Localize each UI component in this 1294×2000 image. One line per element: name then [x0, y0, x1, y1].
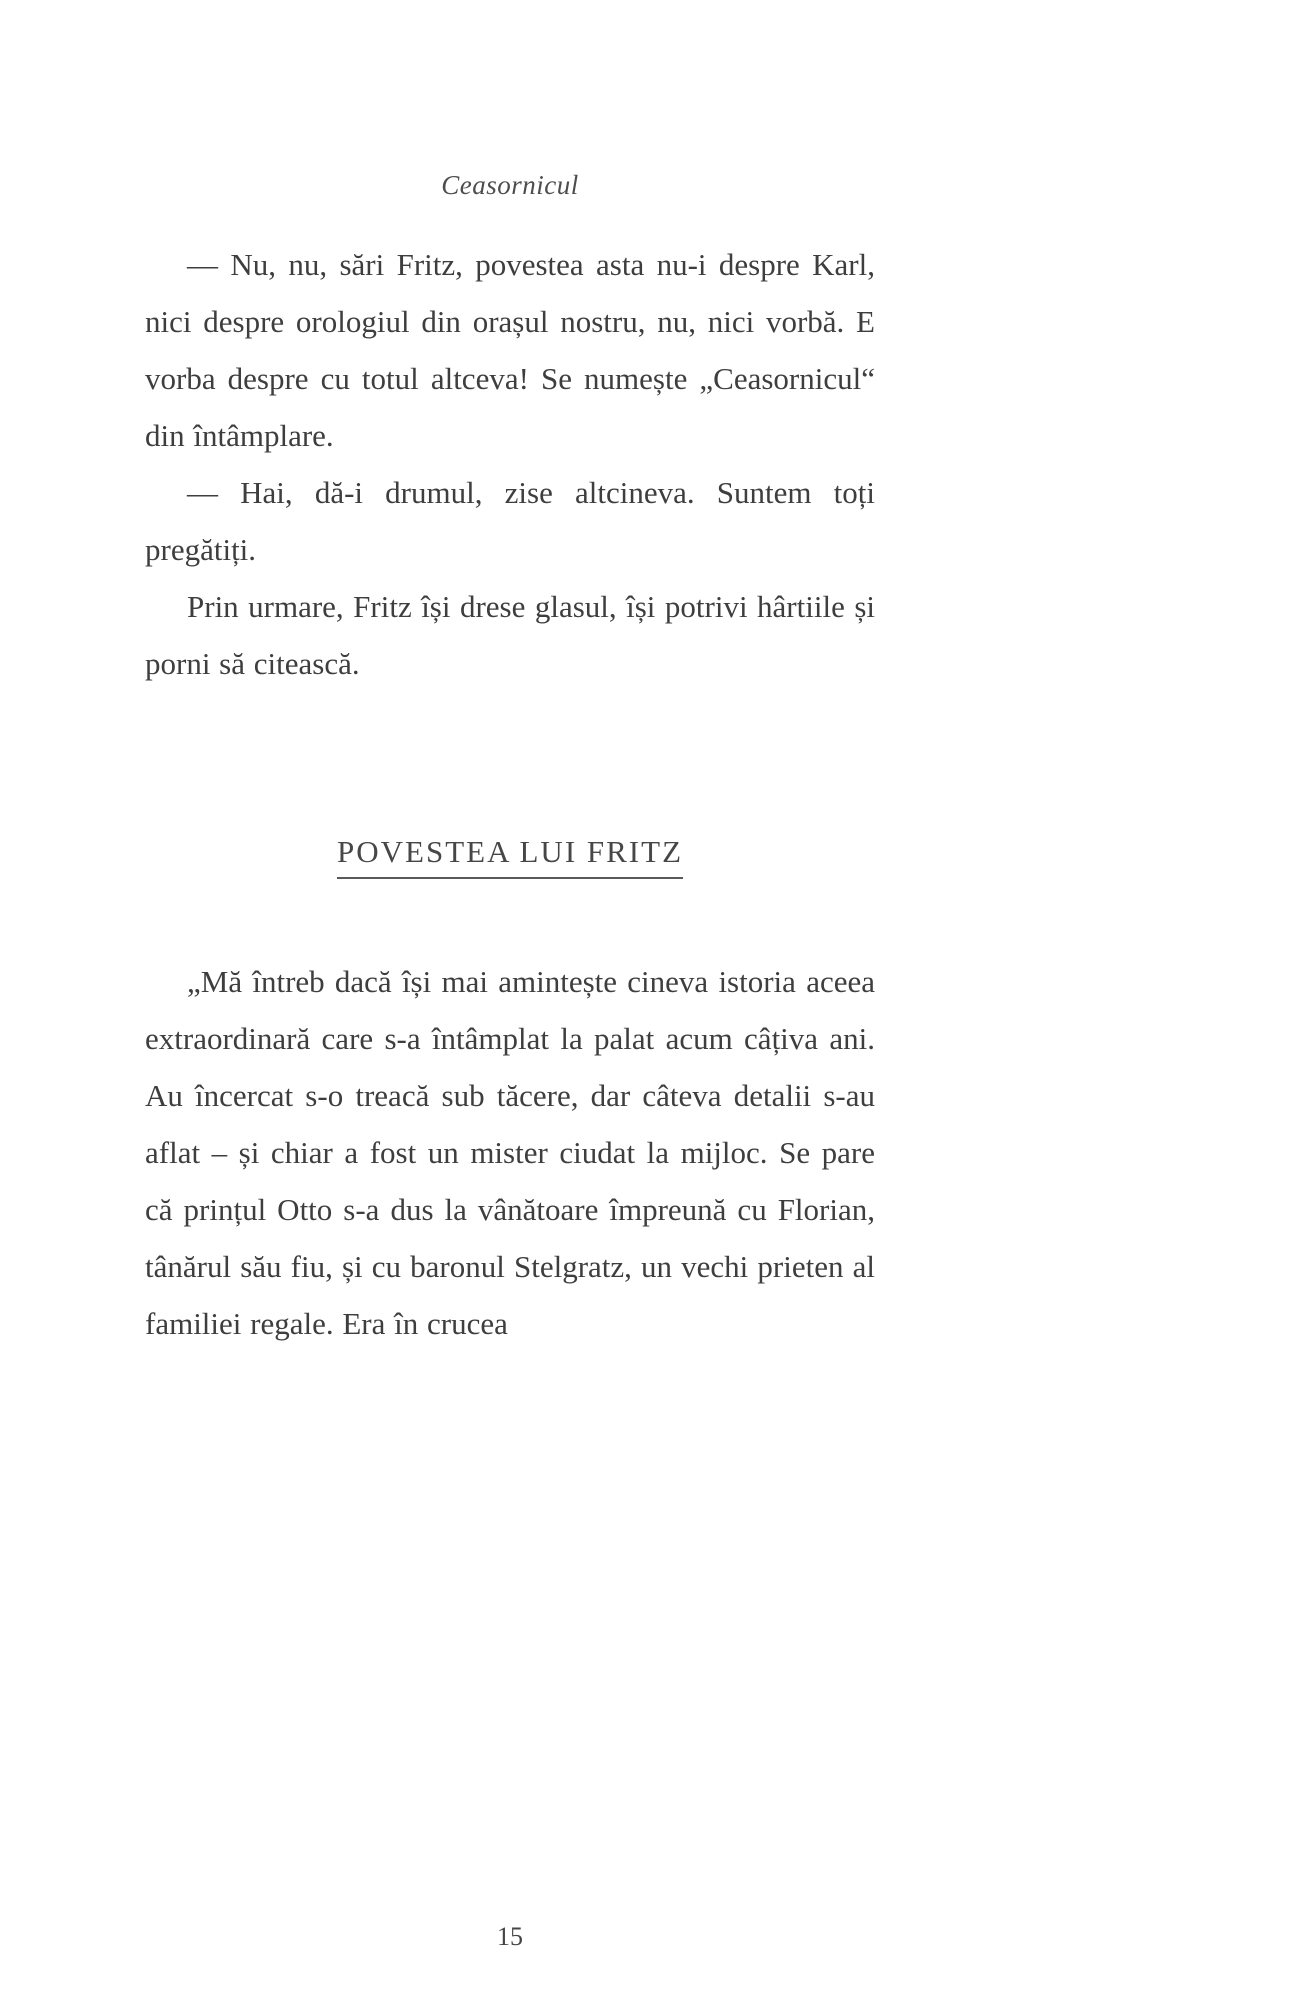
paragraph: „Mă întreb dacă își mai amintește cineva istoria aceea extraordinară care s-a întâmplat la palat acum câțiva ani. Au încercat s-o treacă sub tăcere, dar câteva detalii s-au aflat – și chiar a fost un mister ciudat la mijloc. Se pare că prințul Otto s-a dus la vânătoare împreună cu Florian, tânărul său fiu, și cu baronul Stelgratz, un vechi prieten al familiei regale. Era în crucea [145, 964, 875, 1341]
section-heading-text: POVESTEA LUI FRITZ [337, 834, 683, 879]
running-header: Ceasornicul [441, 170, 579, 200]
paragraph: — Nu, nu, sări Fritz, povestea asta nu-i despre Karl, nici despre orologiul din orașul nostru, nu, nici vorbă. E vorba despre cu totul altceva! Se numește „Ceasornicul“ din întâmplare. [145, 247, 875, 453]
paragraph: Prin urmare, Fritz își drese glasul, își potrivi hârtiile și porni să citească. [145, 589, 875, 681]
page-number: 15 [497, 1922, 523, 1951]
section-heading [145, 834, 875, 879]
page-content [145, 236, 875, 1352]
paragraph: — Hai, dă-i drumul, zise altcineva. Suntem toți pregătiți. [145, 475, 875, 567]
